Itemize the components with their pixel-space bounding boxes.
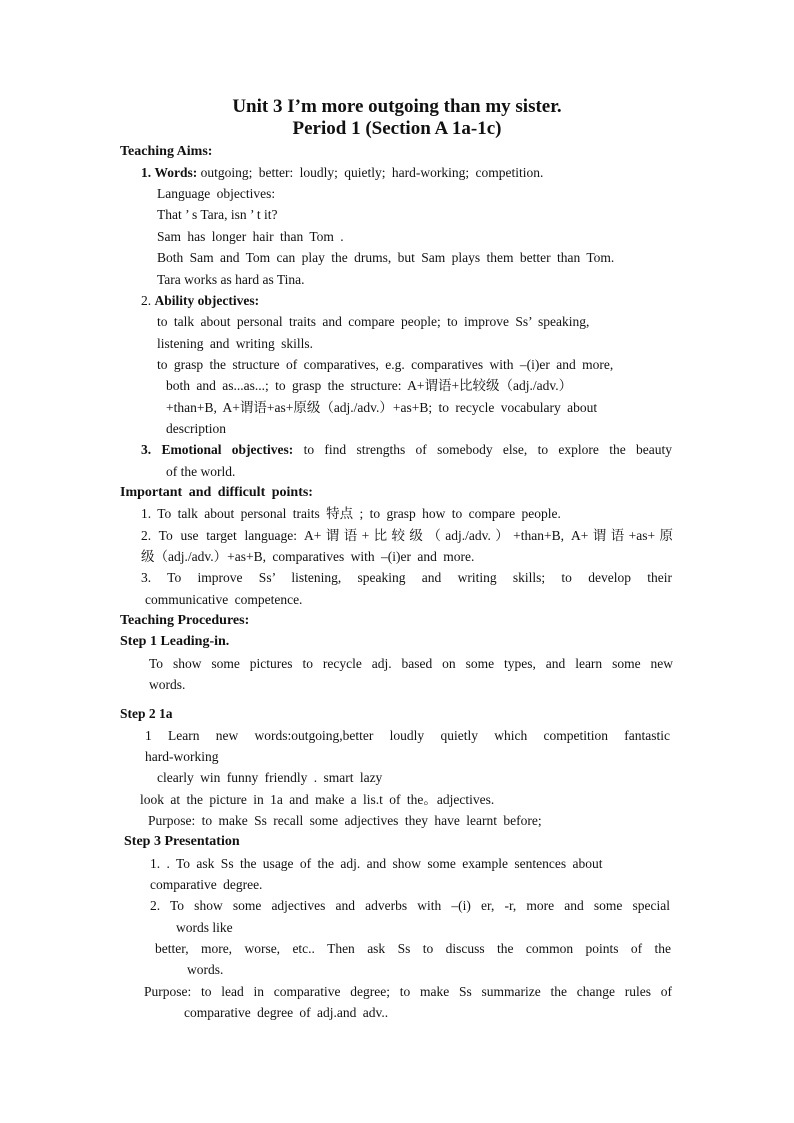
procedures-heading: Teaching Procedures: [120,613,250,628]
words-text: outgoing; better: loudly; quietly; hard-working; competition. [200,165,544,180]
emotional-line [141,441,672,459]
title-line1: Unit 3 I’m more outgoing than my sister. [232,96,562,117]
emotional-text: to find strengths of somebody else, to explore the beauty [303,442,673,457]
sentence-4: Tara works as hard as Tina. [157,272,305,287]
words-label: Words: [154,165,198,180]
step2-line-2: hard-working [145,749,219,764]
step3-line-5: better, more, worse, etc.. Then ask Ss to discuss the common points of the [155,941,671,956]
ability-line-3: to grasp the structure of comparatives, e.g. comparatives with –(i)er and more, [157,357,614,372]
ability-line [141,292,259,310]
important-line-3: 级（adj./adv.）+as+B, comparatives with –(i)er and more. [141,549,475,564]
ability-line-5: +than+B, A+谓语+as+原级（adj./adv.）+as+B; to recycle vocabulary about [166,400,598,415]
step1-line-2: words. [149,677,186,692]
ability-line-4: both and as...as...; to grasp the structure: A+谓语+比较级（adj./adv.） [166,378,573,393]
title-line2: Period 1 (Section A 1a-1c) [292,118,502,139]
step3-line-4: words like [176,920,233,935]
sentence-2: Sam has longer hair than Tom . [157,229,344,244]
step3-line-3: 2. To show some adjectives and adverbs with –(i) er, -r, more and some special [150,898,670,913]
important-line-5: communicative competence. [145,592,303,607]
important-points-heading: Important and difficult points: [120,485,313,500]
ability-label: Ability objectives: [154,293,260,308]
step2-line-3: clearly win funny friendly . smart lazy [157,770,383,785]
step2-line-4: look at the picture in 1a and make a lis.t of the。adjectives. [140,792,495,807]
step2-heading: Step 2 1a [120,706,173,721]
emotional-num: 3. [141,442,152,457]
step2-purpose: Purpose: to make Ss recall some adjectives they have learnt before; [148,813,542,828]
sentence-3: Both Sam and Tom can play the drums, but Sam plays them better than Tom. [157,250,615,265]
step3-line-6: words. [187,962,224,977]
step3-line-1: 1. . To ask Ss the usage of the adj. and show some example sentences about [150,856,603,871]
step3-purpose: Purpose: to lead in comparative degree; to make Ss summarize the change rules of [144,984,672,999]
teaching-aims-heading: Teaching Aims: [120,144,213,159]
words-line [141,164,543,182]
language-objectives: Language objectives: [157,186,276,201]
ability-line-1: to talk about personal traits and compare people; to improve Ss’ speaking, [157,314,590,329]
sentence-1: That ’ s Tara, isn ’ t it? [157,207,278,222]
step1-heading: Step 1 Leading-in. [120,634,230,649]
important-line-1: 1. To talk about personal traits 特点 ; to grasp how to compare people. [141,506,561,521]
emotional-text-2: of the world. [166,464,236,479]
step3-purpose-2: comparative degree of adj.and adv.. [184,1005,389,1020]
step3-line-2: comparative degree. [150,877,263,892]
important-line-2: 2. To use target language: A+谓语+比较级（adj./adv.）+than+B, A+谓语+as+原 [141,528,673,543]
step1-line-1: To show some pictures to recycle adj. based on some types, and learn some new [149,656,673,671]
ability-line-6: description [166,421,226,436]
ability-num: 2. [141,293,152,308]
emotional-label: Emotional objectives: [161,442,294,457]
step3-heading: Step 3 Presentation [124,834,240,849]
ability-line-2: listening and writing skills. [157,336,313,351]
words-num: 1. [141,165,152,180]
step2-line-1: 1 Learn new words:outgoing,better loudly quietly which competition fantastic [145,728,670,743]
important-line-4: 3. To improve Ss’ listening, speaking and writing skills; to develop their [141,570,672,585]
